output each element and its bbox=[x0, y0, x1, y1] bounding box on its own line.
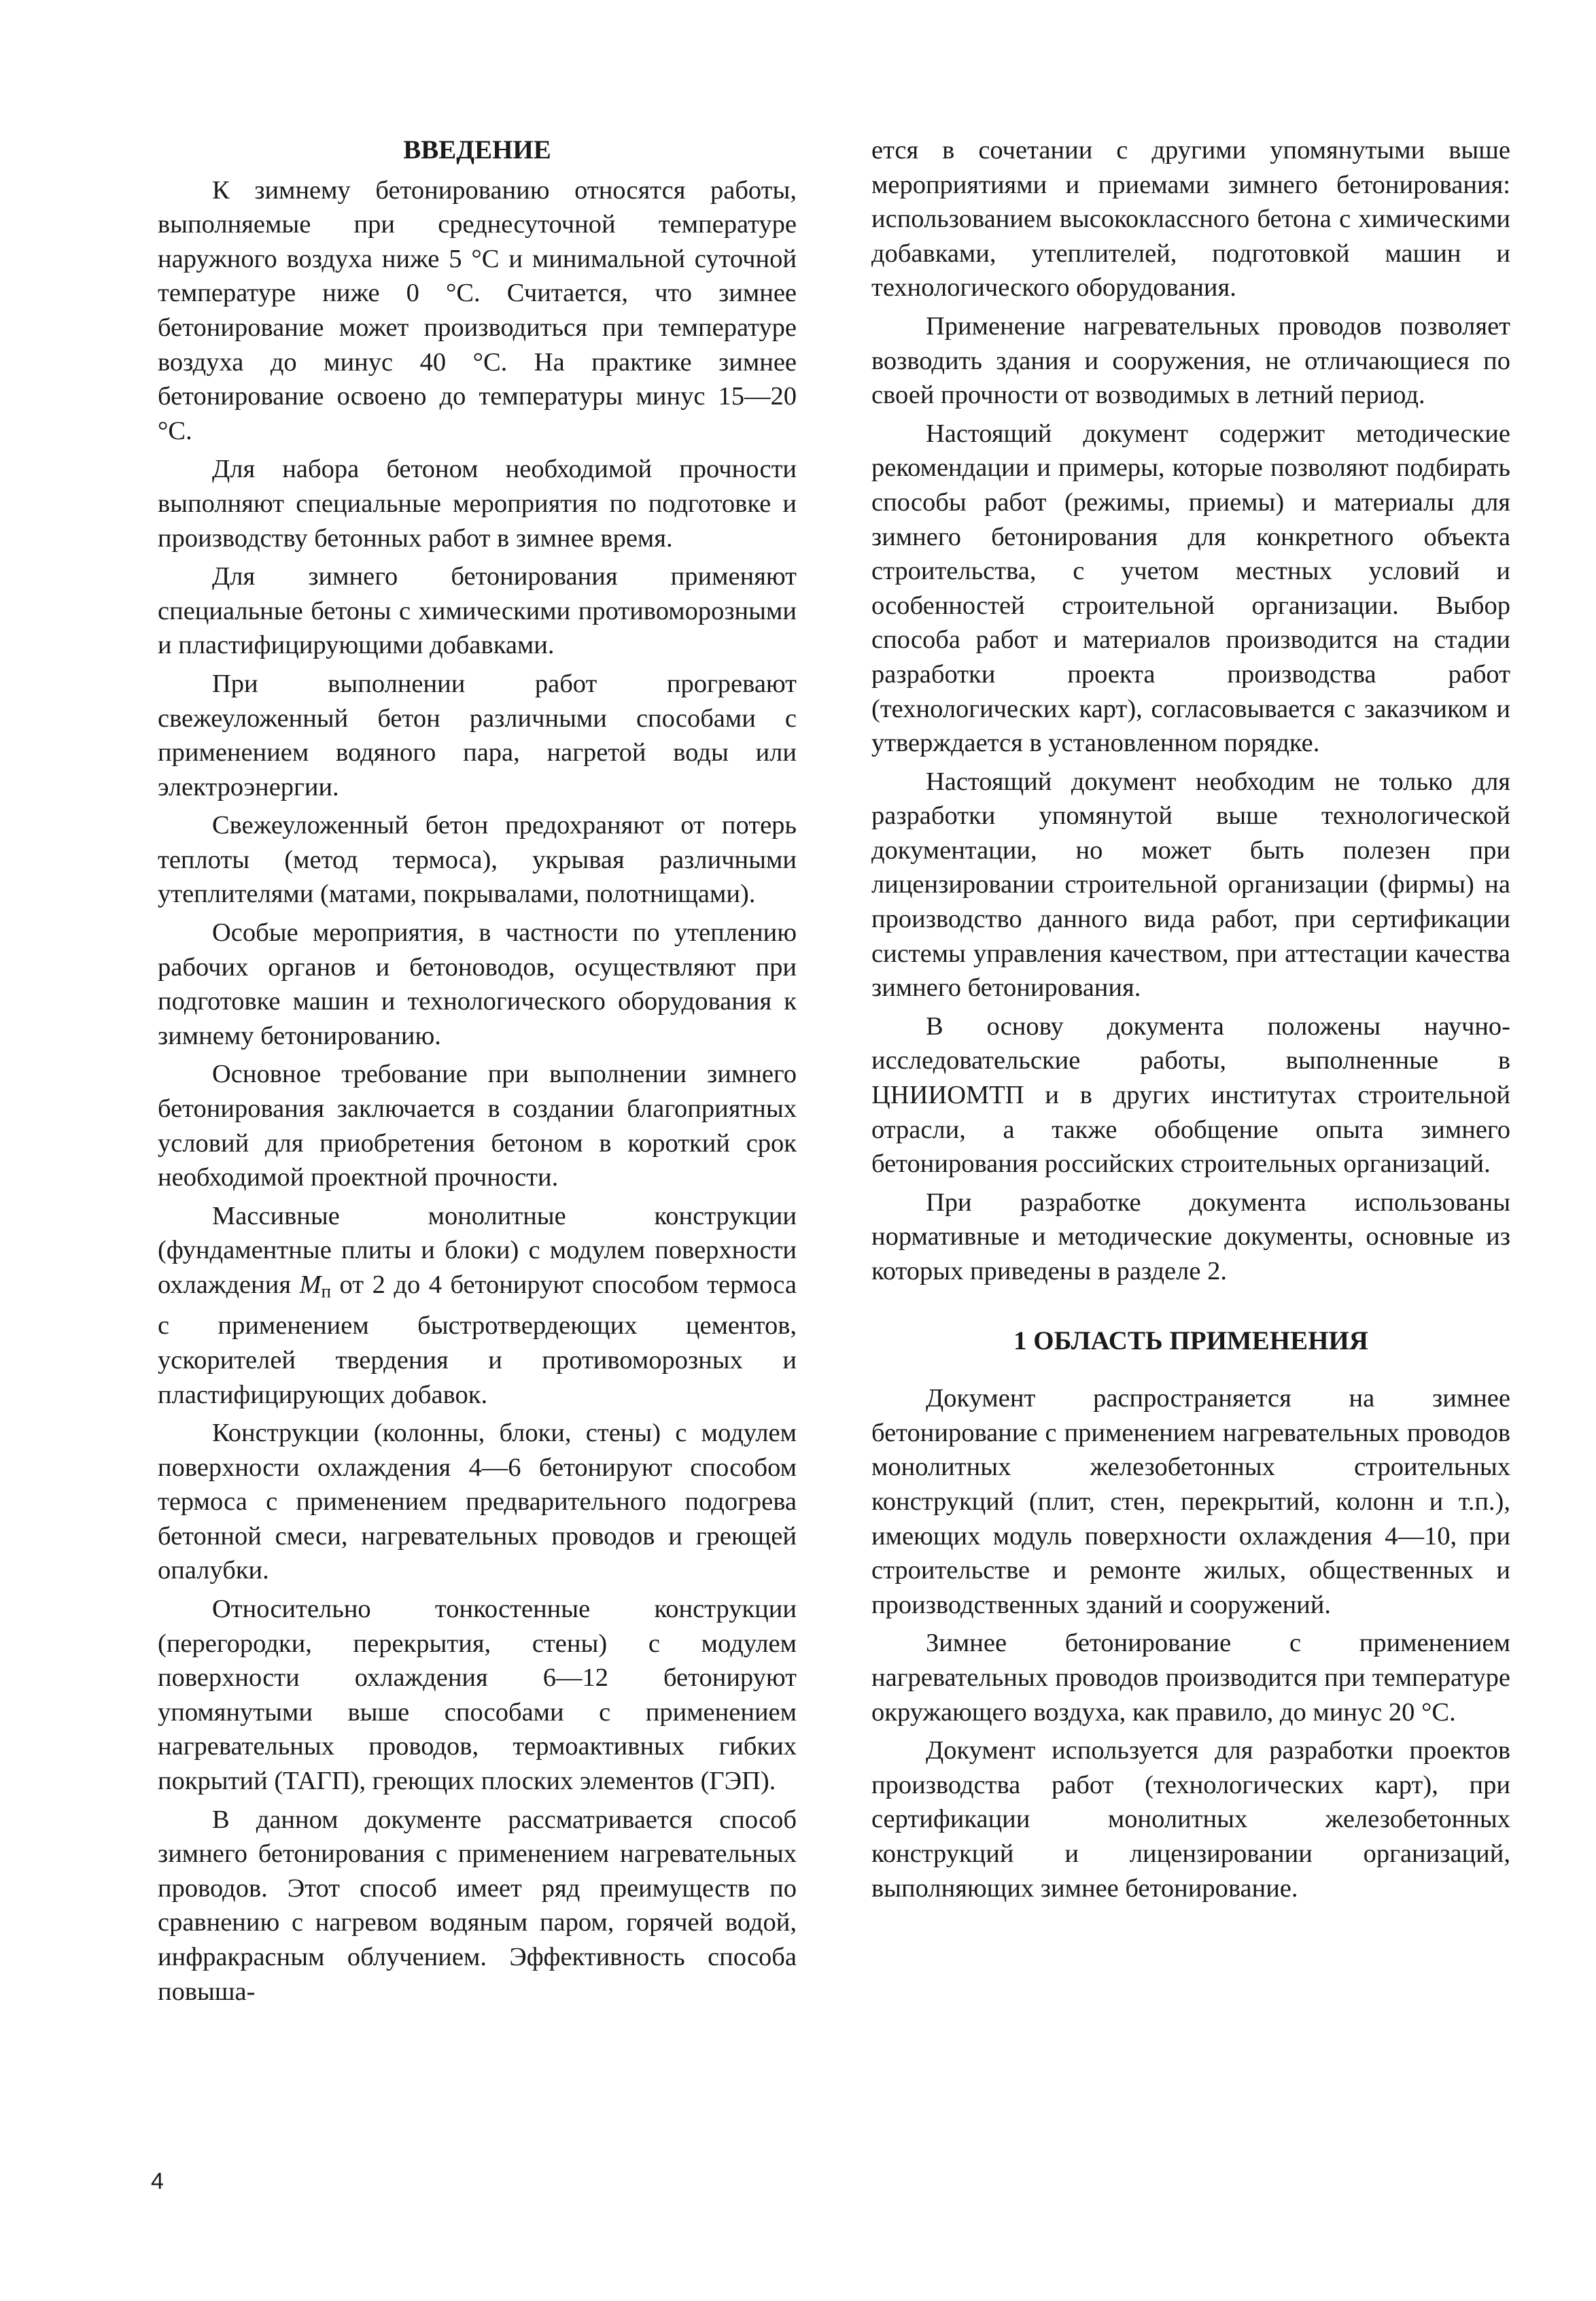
intro-paragraph-9: Конструкции (колонны, блоки, стены) с модулем поверхности охлаждения 4—6 бетонируют способом термоса с применением предварительного подогрева бетонной смеси, нагревательных проводов и греющей опалубки. bbox=[158, 1419, 797, 1585]
scope-paragraph-1: Документ распространяется на зимнее бетонирование с применением нагревательных проводов монолитных железобетонных строительных конструкций (плит, стен, перекрытий, колонн и т.п.), имеющих модуль поверхности охлаждения 4—10, при строительстве и ремонте жилых, общественных и производственных зданий и сооружений. bbox=[871, 1384, 1510, 1619]
scope-paragraph-3: Документ используется для разработки проектов производства работ (технологических карт), при сертификации монолитных железобетонных конструкций и лицензировании организаций, выполняющих зимнее бетонирование. bbox=[871, 1736, 1510, 1903]
intro-paragraph-massive bbox=[158, 1199, 797, 1412]
right-column bbox=[871, 133, 1510, 1909]
intro-paragraph-5: Свежеуложенный бетон предохраняют от потерь теплоты (метод термоса), укрывая различными утеплителями (матами, покрывалами, полотнищами). bbox=[158, 811, 797, 909]
massive-text-before: Массивные монолитные конструкции (фундаментные плиты и блоки) с модулем поверхности охлаждения bbox=[158, 1201, 797, 1299]
intro-paragraph-13: Настоящий документ содержит методические рекомендации и примеры, которые позволяют подбирать способы работ (режимы, приемы) и материалы для зимнего бетонирования для конкретного объекта строительства, с учетом местных условий и особенностей строительной организации. Выбор способа работ и материалов производится на стадии разработки проекта производства работ (технологических карт), согласовывается с заказчиком и утверждается в установленном порядке. bbox=[871, 419, 1510, 758]
intro-paragraph-11-continuation: ется в сочетании с другими упомянутыми выше мероприятиями и приемами зимнего бетонирования: использованием высококлассного бетона с химическими добавками, утеплителей, подготовкой машин и технологического оборудования. bbox=[871, 136, 1510, 302]
intro-paragraph-15: В основу документа положены научно-исследовательские работы, выполненные в ЦНИИОМТП и в других институтах строительной отрасли, а также обобщение опыта зимнего бетонирования российских строительных организаций. bbox=[871, 1011, 1510, 1179]
scope-heading: 1 ОБЛАСТЬ ПРИМЕНЕНИЯ bbox=[1013, 1326, 1368, 1355]
intro-paragraph-10: Относительно тонкостенные конструкции (перегородки, перекрытия, стены) с модулем поверхности охлаждения 6—12 бетонируют упомянутыми выше способами с применением нагревательных проводов, термоактивных гибких покрытий (ТАГП), греющих плоских элементов (ГЭП). bbox=[158, 1595, 797, 1796]
surface-modulus-symbol: М bbox=[299, 1270, 322, 1299]
intro-paragraph-6: Особые мероприятия, в частности по утеплению рабочих органов и бетоноводов, осуществляют при подготовке машин и технологического оборудования к зимнему бетонированию. bbox=[158, 918, 797, 1050]
massive-text-after: от 2 до 4 бетонируют способом термоса с применением быстротвердеющих цементов, ускорителей твердения и противоморозных и пластифицирующих добавок. bbox=[158, 1270, 797, 1409]
intro-paragraph-16: При разработке документа использованы нормативные и методические документы, основные из которых приведены в разделе 2. bbox=[871, 1188, 1510, 1285]
intro-paragraph-14: Настоящий документ необходим не только для разработки упомянутой выше технологической документации, но может быть полезен при лицензировании строительной организации (фирмы) на производство данного вида работ, при сертификации системы управления качеством, при аттестации качества зимнего бетонирования. bbox=[871, 767, 1510, 1003]
intro-paragraph-12: Применение нагревательных проводов позволяет возводить здания и сооружения, не отличающиеся по своей прочности от возводимых в летний период. bbox=[871, 311, 1510, 410]
intro-paragraph-1: К зимнему бетонированию относятся работы, выполняемые при среднесуточной температуре наружного воздуха ниже 5 °С и минимальной суточной температуре ниже 0 °С. Считается, что зимнее бетонирование может производиться при температуре воздуха до минус 40 °С. На практике зимнее бетонирование освоено до температуры минус 15—20 °С. bbox=[158, 175, 797, 445]
intro-paragraph-11: В данном документе рассматривается способ зимнего бетонирования с применением нагревательных проводов. Этот способ имеет ряд преимуществ по сравнению с нагревом водяным паром, горячей водой, инфракрасным облучением. Эффективность способа повыша- bbox=[158, 1805, 797, 2006]
surface-modulus-subscript: п bbox=[321, 1281, 332, 1302]
intro-paragraph-7: Основное требование при выполнении зимнего бетонирования заключается в создании благоприятных условий для приобретения бетоном в короткий срок необходимой проектной прочности. bbox=[158, 1060, 797, 1192]
left-column bbox=[158, 133, 797, 2013]
page-number: 4 bbox=[151, 2168, 164, 2194]
scope-paragraph-2: Зимнее бетонирование с применением нагревательных проводов производится при температуре окружающего воздуха, как правило, до минус 20 °С. bbox=[871, 1629, 1510, 1727]
intro-paragraph-4: При выполнении работ прогревают свежеуложенный бетон различными способами с применением водяного пара, нагретой воды или электроэнергии. bbox=[158, 669, 797, 801]
intro-paragraph-2: Для набора бетоном необходимой прочности выполняют специальные мероприятия по подготовке и производству бетонных работ в зимнее время. bbox=[158, 455, 797, 553]
intro-heading: ВВЕДЕНИЕ bbox=[403, 135, 551, 165]
intro-paragraph-3: Для зимнего бетонирования применяют специальные бетоны с химическими противоморозными и пластифицирующими добавками. bbox=[158, 562, 797, 660]
